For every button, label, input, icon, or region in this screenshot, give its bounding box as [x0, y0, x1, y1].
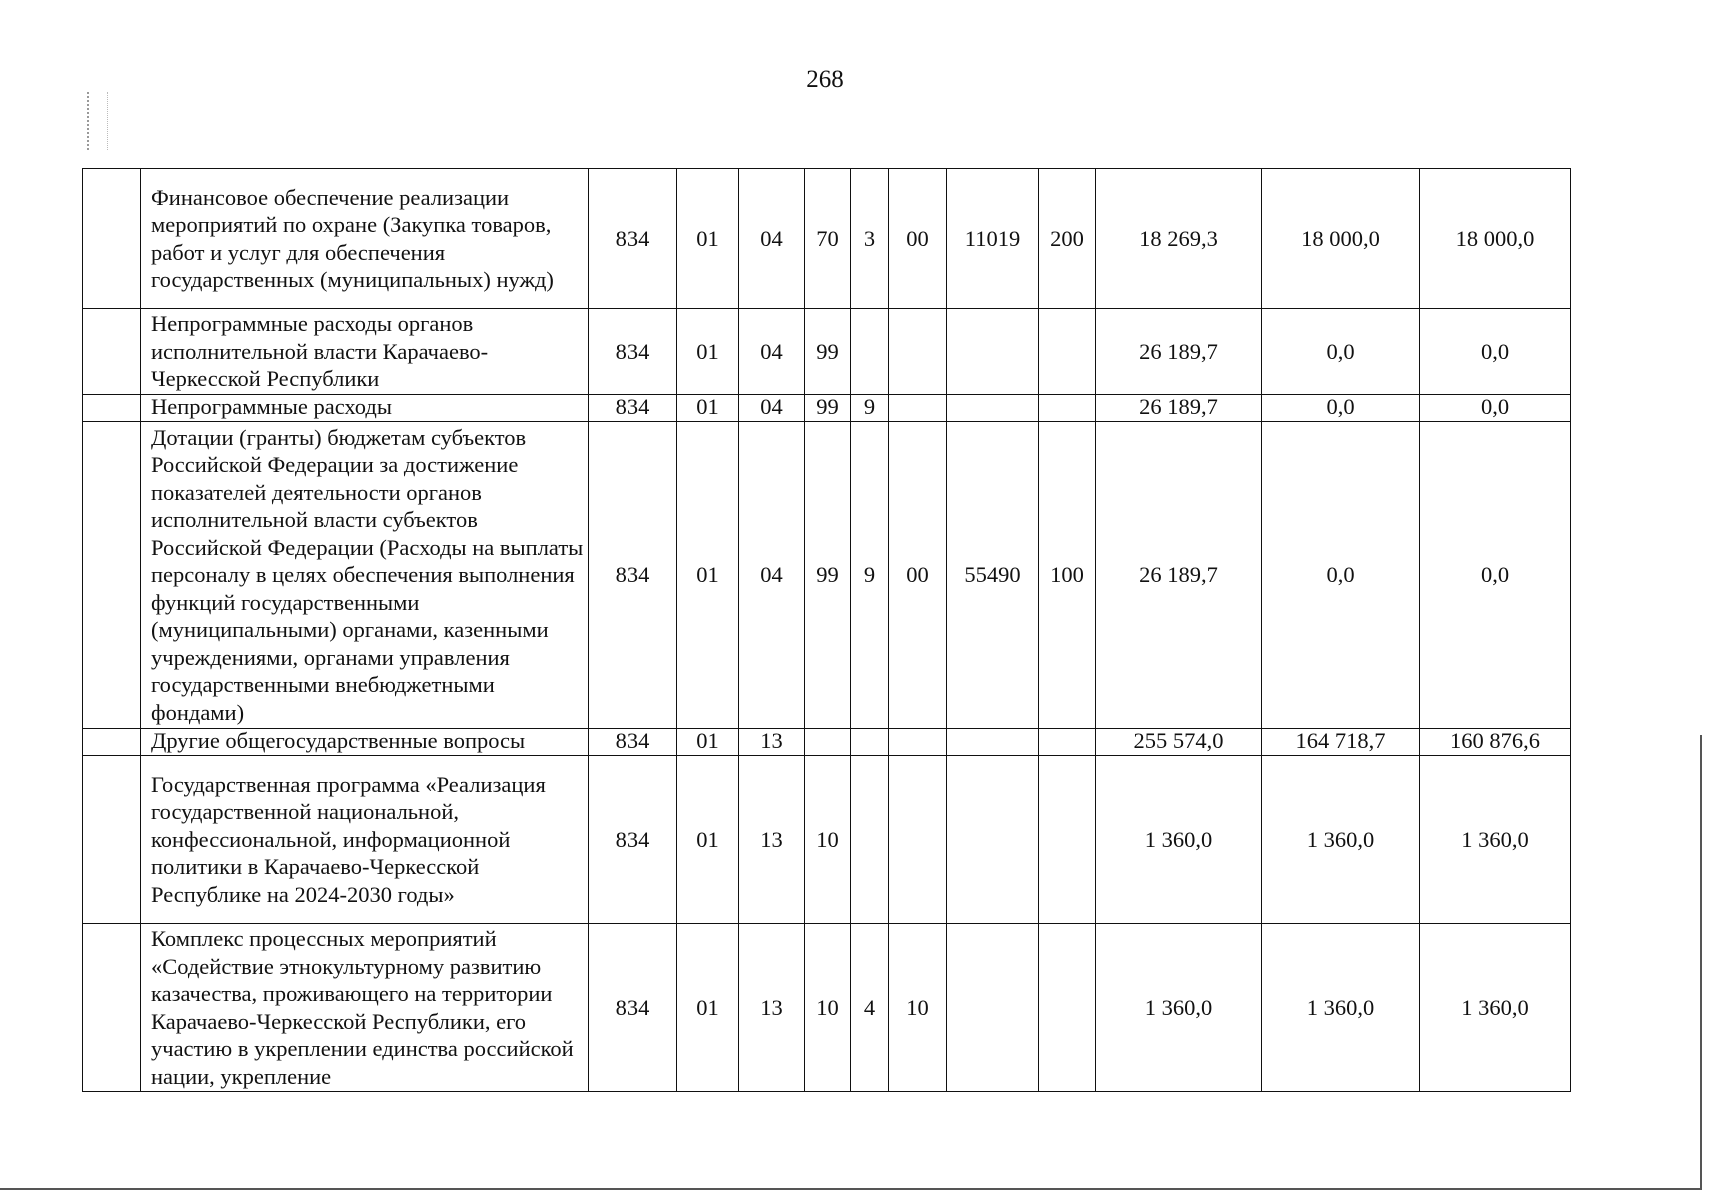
ministry-code: 834 — [589, 169, 677, 309]
ministry-code: 834 — [589, 924, 677, 1092]
program-code: 10 — [805, 924, 851, 1092]
section-code: 01 — [677, 309, 739, 395]
margin-stamp-mark — [87, 92, 108, 150]
table-row — [83, 309, 1571, 395]
direction-code — [947, 395, 1039, 422]
table-row — [83, 729, 1571, 756]
amount-year-3: 160 876,6 — [1420, 729, 1571, 756]
expense-type-code — [1039, 729, 1096, 756]
expense-type-code — [1039, 309, 1096, 395]
row-index-cell — [83, 309, 141, 395]
subprogram-code: 3 — [851, 169, 889, 309]
group-code: 10 — [889, 924, 947, 1092]
expense-name: Непрограммные расходы органов исполнительной власти Карачаево-Черкесской Республики — [141, 309, 589, 395]
ministry-code: 834 — [589, 729, 677, 756]
amount-year-1: 18 269,3 — [1096, 169, 1262, 309]
page-number: 268 — [806, 66, 844, 93]
amount-year-2: 18 000,0 — [1262, 169, 1420, 309]
expense-type-code: 100 — [1039, 422, 1096, 729]
amount-year-2: 0,0 — [1262, 309, 1420, 395]
subsection-code: 04 — [739, 309, 805, 395]
table-row — [83, 395, 1571, 422]
row-index-cell — [83, 924, 141, 1092]
subsection-code: 13 — [739, 756, 805, 924]
expense-type-code: 200 — [1039, 169, 1096, 309]
amount-year-2: 1 360,0 — [1262, 756, 1420, 924]
expense-name: Другие общегосударственные вопросы — [141, 729, 589, 756]
group-code: 00 — [889, 422, 947, 729]
amount-year-1: 26 189,7 — [1096, 309, 1262, 395]
amount-year-3: 0,0 — [1420, 395, 1571, 422]
row-index-cell — [83, 169, 141, 309]
amount-year-2: 0,0 — [1262, 395, 1420, 422]
amount-year-2: 164 718,7 — [1262, 729, 1420, 756]
subprogram-code — [851, 309, 889, 395]
program-code: 99 — [805, 309, 851, 395]
amount-year-1: 26 189,7 — [1096, 422, 1262, 729]
subprogram-code — [851, 729, 889, 756]
section-code: 01 — [677, 729, 739, 756]
amount-year-1: 1 360,0 — [1096, 756, 1262, 924]
program-code — [805, 729, 851, 756]
program-code: 99 — [805, 422, 851, 729]
group-code — [889, 395, 947, 422]
ministry-code: 834 — [589, 756, 677, 924]
row-index-cell — [83, 422, 141, 729]
program-code: 99 — [805, 395, 851, 422]
ministry-code: 834 — [589, 309, 677, 395]
table-row — [83, 422, 1571, 729]
expense-name: Непрограммные расходы — [141, 395, 589, 422]
budget-table — [82, 168, 1571, 1092]
subsection-code: 13 — [739, 729, 805, 756]
amount-year-1: 255 574,0 — [1096, 729, 1262, 756]
subprogram-code — [851, 756, 889, 924]
group-code — [889, 756, 947, 924]
scan-edge-line — [0, 1188, 1700, 1190]
expense-type-code — [1039, 756, 1096, 924]
table-row — [83, 169, 1571, 309]
subprogram-code: 9 — [851, 422, 889, 729]
table-row — [83, 924, 1571, 1092]
direction-code: 11019 — [947, 169, 1039, 309]
group-code — [889, 309, 947, 395]
subsection-code: 13 — [739, 924, 805, 1092]
section-code: 01 — [677, 756, 739, 924]
expense-type-code — [1039, 924, 1096, 1092]
group-code: 00 — [889, 169, 947, 309]
table-row — [83, 756, 1571, 924]
program-code: 70 — [805, 169, 851, 309]
section-code: 01 — [677, 169, 739, 309]
amount-year-2: 0,0 — [1262, 422, 1420, 729]
group-code — [889, 729, 947, 756]
section-code: 01 — [677, 422, 739, 729]
direction-code — [947, 756, 1039, 924]
amount-year-3: 18 000,0 — [1420, 169, 1571, 309]
subsection-code: 04 — [739, 422, 805, 729]
section-code: 01 — [677, 924, 739, 1092]
direction-code — [947, 309, 1039, 395]
expense-name: Финансовое обеспечение реализации мероприятий по охране (Закупка товаров, работ и услуг для обеспечения государственных (муниципальных) нужд) — [141, 169, 589, 309]
amount-year-3: 1 360,0 — [1420, 924, 1571, 1092]
subprogram-code: 4 — [851, 924, 889, 1092]
amount-year-2: 1 360,0 — [1262, 924, 1420, 1092]
expense-name: Комплекс процессных мероприятий «Содействие этнокультурному развитию казачества, проживающего на территории Карачаево-Черкесской Республики, его участию в укреплении единства российской нации, укрепление — [141, 924, 589, 1092]
row-index-cell — [83, 756, 141, 924]
amount-year-3: 0,0 — [1420, 422, 1571, 729]
amount-year-1: 26 189,7 — [1096, 395, 1262, 422]
program-code: 10 — [805, 756, 851, 924]
direction-code: 55490 — [947, 422, 1039, 729]
direction-code — [947, 729, 1039, 756]
scan-edge-line — [1700, 735, 1702, 1190]
ministry-code: 834 — [589, 422, 677, 729]
expense-name: Государственная программа «Реализация государственной национальной, конфессиональной, информационной политики в Карачаево-Черкесской Республике на 2024-2030 годы» — [141, 756, 589, 924]
subsection-code: 04 — [739, 169, 805, 309]
section-code: 01 — [677, 395, 739, 422]
expense-type-code — [1039, 395, 1096, 422]
amount-year-3: 1 360,0 — [1420, 756, 1571, 924]
direction-code — [947, 924, 1039, 1092]
row-index-cell — [83, 729, 141, 756]
expense-name: Дотации (гранты) бюджетам субъектов Российской Федерации за достижение показателей деятельности органов исполнительной власти субъектов Российской Федерации (Расходы на выплаты персоналу в целях обеспечения выполнения функций государственными (муниципальными) органами, казенными учреждениями, органами управления государственными внебюджетными фондами) — [141, 422, 589, 729]
subsection-code: 04 — [739, 395, 805, 422]
subprogram-code: 9 — [851, 395, 889, 422]
amount-year-1: 1 360,0 — [1096, 924, 1262, 1092]
ministry-code: 834 — [589, 395, 677, 422]
amount-year-3: 0,0 — [1420, 309, 1571, 395]
row-index-cell — [83, 395, 141, 422]
